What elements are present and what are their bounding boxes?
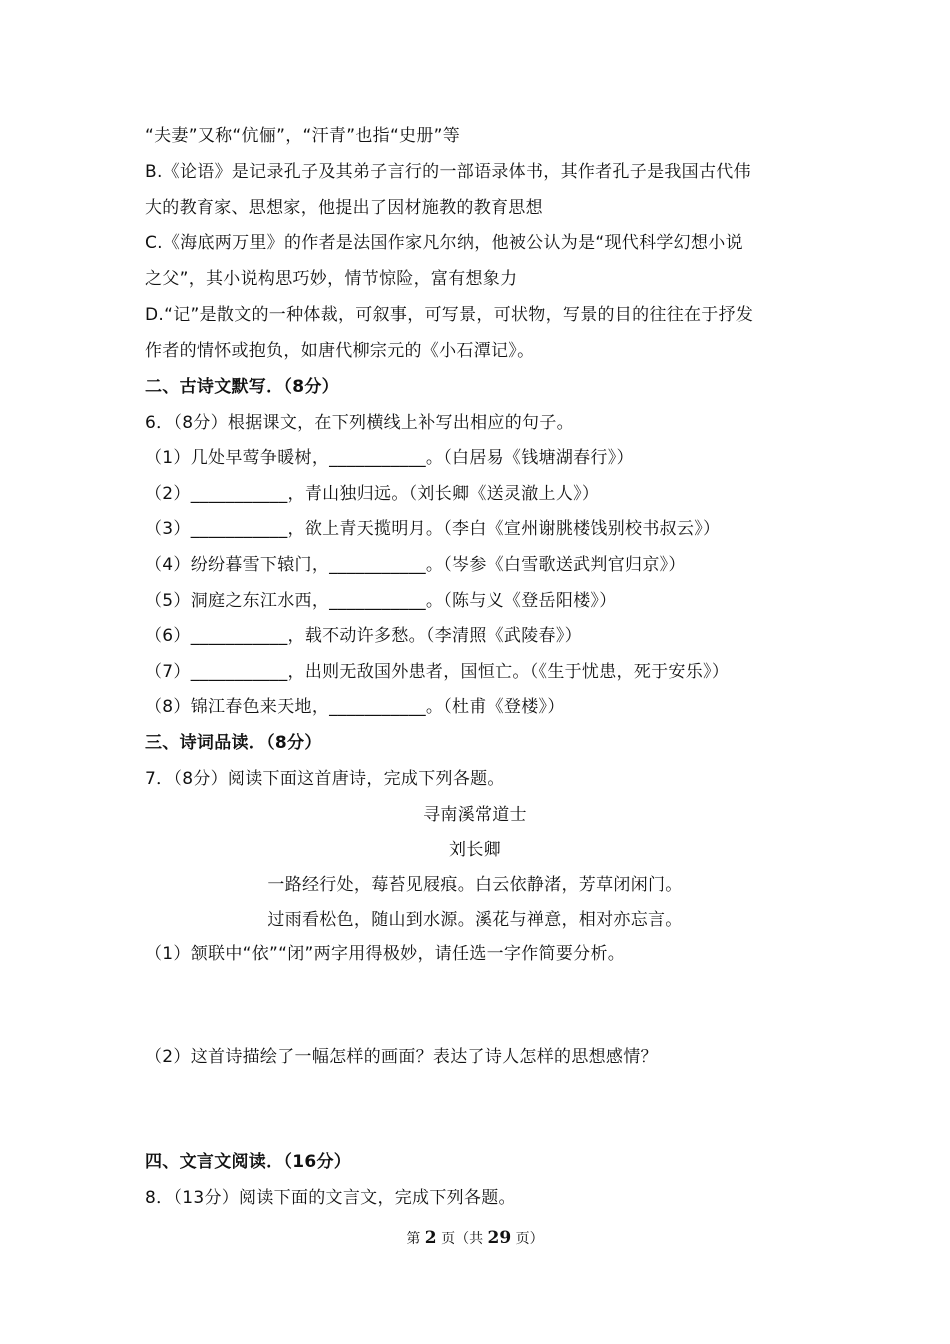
option-b-continued: 大的教育家、思想家，他提出了因材施教的教育思想 — [145, 198, 543, 218]
option-b: B.《论语》是记录孔子及其弟子言行的一部语录体书，其作者孔子是我国古代伟 — [145, 162, 751, 182]
fill-blank-3: （3）___________，欲上青天揽明月。（李白《宣州谢朓楼饯别校书叔云》） — [145, 519, 721, 539]
fill-blank-5: （5）洞庭之东江水西，___________。（陈与义《登岳阳楼》） — [145, 591, 617, 611]
fill-blank-7: （7）___________，出则无敌国外患者，国恒亡。（《生于忧患，死于安乐》） — [145, 662, 730, 682]
option-a-continued: “夫妻”又称“伉俪”，“汗青”也指“史册”等 — [145, 126, 461, 146]
fill-blank-4: （4）纷纷暮雪下辕门，___________。（岑参《白雪歌送武判官归京》） — [145, 555, 686, 575]
question-8: 8．（13分）阅读下面的文言文，完成下列各题。 — [145, 1188, 516, 1208]
option-d: D.“记”是散文的一种体裁，可叙事，可写景，可状物，写景的目的往往在于抒发 — [145, 305, 754, 325]
footer-prefix: 第 — [406, 1231, 421, 1247]
fill-blank-8: （8）锦江春色来天地，___________。（杜甫《登楼》） — [145, 697, 565, 717]
section-heading-2: 二、古诗文默写．（8分） — [145, 377, 339, 397]
poem-line-2: 过雨看松色，随山到水源。溪花与禅意，相对亦忘言。 — [267, 910, 683, 930]
footer-middle: 页（共 — [441, 1231, 484, 1247]
option-c-continued: 之父”，其小说构思巧妙，情节惊险，富有想象力 — [145, 269, 518, 289]
question-6: 6．（8分）根据课文，在下列横线上补写出相应的句子。 — [145, 413, 574, 433]
poem-author: 刘长卿 — [449, 840, 501, 860]
fill-blank-1: （1）几处早莺争暖树，___________。（白居易《钱塘湖春行》） — [145, 448, 634, 468]
poem-title: 寻南溪常道士 — [423, 805, 527, 825]
option-d-continued: 作者的情怀或抱负，如唐代柳宗元的《小石潭记》。 — [145, 341, 535, 361]
fill-blank-6: （6）___________，载不动许多愁。（李清照《武陵春》） — [145, 626, 582, 646]
poem-line-1: 一路经行处，莓苔见屐痕。白云依静渚，芳草闭闲门。 — [267, 875, 683, 895]
footer-total-pages: 29 — [487, 1228, 512, 1248]
footer-suffix: 页） — [515, 1231, 544, 1247]
question-7: 7．（8分）阅读下面这首唐诗，完成下列各题。 — [145, 769, 505, 789]
question-7-2: （2）这首诗描绘了一幅怎样的画面？表达了诗人怎样的思想感情？ — [145, 1047, 658, 1067]
fill-blank-2: （2）___________，青山独归远。（刘长卿《送灵澈上人》） — [145, 484, 600, 504]
footer-page-number: 2 — [424, 1228, 437, 1248]
page-footer — [0, 1228, 950, 1249]
section-heading-4: 四、文言文阅读．（16分） — [145, 1152, 352, 1172]
question-7-1: （1）颔联中“依”“闭”两字用得极妙，请任选一字作简要分析。 — [145, 944, 626, 964]
section-heading-3: 三、诗词品读．（8分） — [145, 733, 322, 753]
option-c: C.《海底两万里》的作者是法国作家凡尔纳，他被公认为是“现代科学幻想小说 — [145, 233, 743, 253]
